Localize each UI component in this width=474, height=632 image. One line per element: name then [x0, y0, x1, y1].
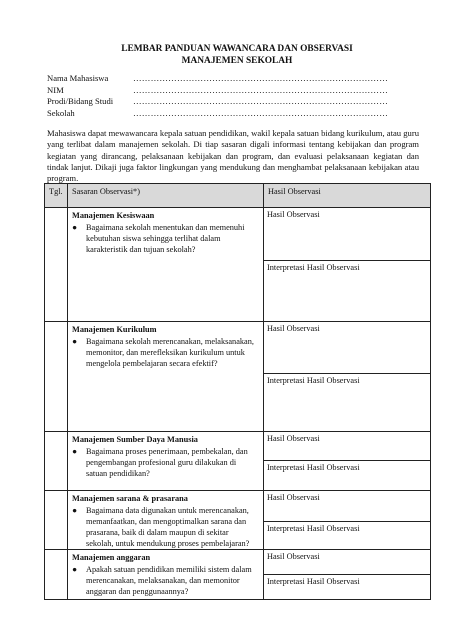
target-cell — [68, 208, 264, 322]
target-cell — [68, 491, 264, 550]
info-row-nama — [47, 73, 415, 85]
document-subtitle: MANAJEMEN SEKOLAH — [181, 56, 293, 66]
interpretasi-field[interactable]: Interpretasi Hasil Observasi — [264, 460, 430, 490]
bullet-icon: ● — [72, 336, 78, 346]
table-row — [45, 550, 431, 600]
header-tgl: Tgl. — [45, 184, 68, 208]
date-cell[interactable] — [45, 322, 68, 432]
info-label: Prodi/Bidang Studi — [47, 96, 114, 106]
bullet-icon: ● — [72, 222, 78, 232]
section-title: Manajemen anggaran — [72, 553, 151, 563]
date-cell[interactable] — [45, 550, 68, 600]
bullet-icon: ● — [72, 446, 78, 456]
interpretasi-field[interactable]: Interpretasi Hasil Observasi — [264, 373, 430, 431]
section-title: Manajemen Kurikulum — [72, 325, 157, 334]
target-cell — [68, 550, 264, 600]
question-text: Apakah satuan pendidikan memiliki sistem dalam merencanakan, melaksanakan, dan memonitor anggaran dan penggunaannya? — [86, 564, 252, 597]
document-title: LEMBAR PANDUAN WAWANCARA DAN OBSERVASI — [121, 44, 353, 54]
hasil-field[interactable]: Hasil Observasi — [267, 324, 320, 333]
interpretasi-field[interactable]: Interpretasi Hasil Observasi — [264, 574, 430, 599]
result-cell — [264, 322, 431, 432]
info-label: NIM — [47, 84, 64, 95]
hasil-field[interactable]: Hasil Observasi — [267, 493, 320, 502]
identity-fields — [47, 73, 415, 119]
table-header-row — [45, 184, 431, 208]
result-cell — [264, 550, 431, 600]
header-hasil: Hasil Observasi — [264, 184, 431, 208]
header-sasaran: Sasaran Observasi*) — [68, 184, 264, 208]
fill-in-line: …………………………………………………………………………… — [133, 73, 389, 83]
date-cell[interactable] — [45, 491, 68, 550]
info-row-nim — [47, 85, 415, 97]
intro-paragraph: Mahasiswa dapat mewawancara kepala satuan pendidikan, wakil kepala satuan bidang kurikulum, atau guru yang terlibat dalam manajemen sekolah. Di tiap sasaran digali informasi tentang kebijakan dan program kegiatan yang dirancang, pelaksanaan kebijakan dan program, dan evaluasi pelaksanaan kegiatan dan tindak lanjut. Dikaji juga faktor lingkungan yang mendukung dan menghambat pelaksanaan kebijakan atau program. — [47, 128, 419, 184]
bullet-icon: ● — [72, 505, 78, 515]
hasil-field[interactable]: Hasil Observasi — [267, 434, 320, 443]
info-row-prodi — [47, 96, 415, 108]
table-row — [45, 208, 431, 322]
date-cell[interactable] — [45, 432, 68, 491]
interpretasi-field[interactable]: Interpretasi Hasil Observasi — [264, 260, 430, 321]
section-title: Manajemen Kesiswaan — [72, 211, 155, 220]
section-title: Manajemen sarana & prasarana — [72, 494, 188, 503]
result-cell — [264, 208, 431, 322]
question-text: Bagaimana proses penerimaan, pembekalan, dan pengembangan profesional guru dilakukan di satuan pendidikan? — [86, 446, 248, 478]
question-text: Bagaimana data digunakan untuk merencanakan, memanfaatkan, dan mengoptimalkan sarana dan prasarana, baik di dalam maupun di sekitar sekolah, untuk mendukung proses pembelajaran? — [86, 505, 250, 549]
result-cell — [264, 432, 431, 491]
table-row — [45, 432, 431, 491]
fill-in-line: …………………………………………………………………………… — [133, 107, 389, 118]
interpretasi-field[interactable]: Interpretasi Hasil Observasi — [264, 521, 430, 549]
info-row-sekolah — [47, 108, 415, 120]
table-row — [45, 322, 431, 432]
target-cell — [68, 432, 264, 491]
question-text: Bagaimana sekolah menentukan dan memenuhi kebutuhan siswa sehingga terlihat dalam karakteristik dan tujuan sekolah? — [86, 222, 245, 254]
question-text: Bagaimana sekolah merencanakan, melaksanakan, memonitor, dan merefleksikan kurikulum untuk mengelola pembelajaran secara efektif? — [86, 336, 254, 368]
fill-in-line: …………………………………………………………………………… — [133, 96, 389, 106]
info-label: Nama Mahasiswa — [47, 73, 109, 83]
table-row — [45, 491, 431, 550]
result-cell — [264, 491, 431, 550]
date-cell[interactable] — [45, 208, 68, 322]
hasil-field[interactable]: Hasil Observasi — [267, 552, 320, 562]
fill-in-line: …………………………………………………………………………… — [133, 84, 389, 95]
target-cell — [68, 322, 264, 432]
section-title: Manajemen Sumber Daya Manusia — [72, 435, 198, 444]
bullet-icon: ● — [72, 564, 78, 574]
info-label: Sekolah — [47, 107, 75, 118]
hasil-field[interactable]: Hasil Observasi — [267, 210, 320, 219]
observation-table — [44, 183, 431, 600]
